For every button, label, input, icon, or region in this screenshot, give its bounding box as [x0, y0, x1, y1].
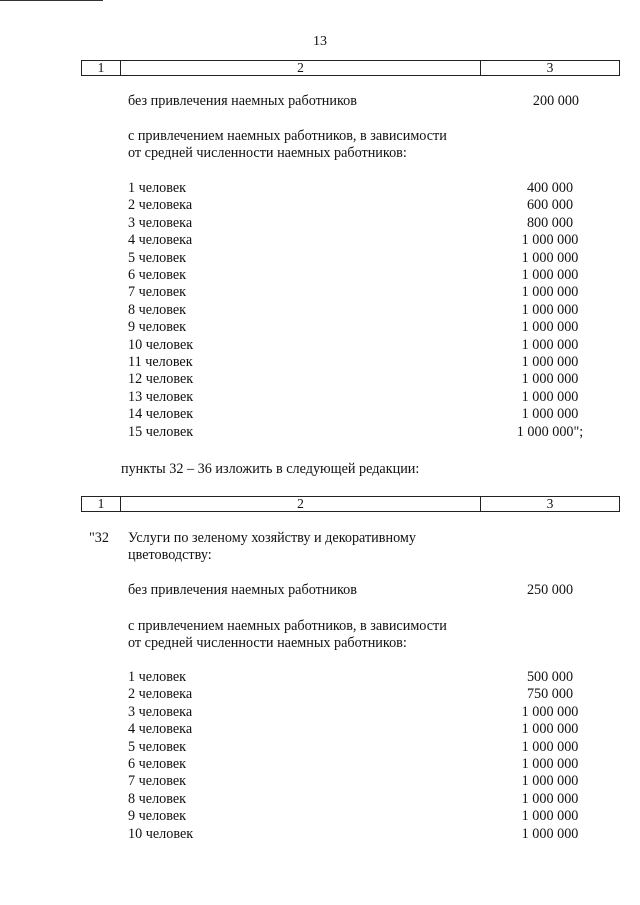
amount-value: 1 000 000 [521, 371, 579, 388]
staff-count-label: 3 человека [128, 214, 193, 231]
amount-value: 1 000 000 [521, 284, 579, 301]
staff-count-label: 12 человек [128, 371, 194, 388]
staff-count-label: 7 человек [128, 284, 187, 301]
item-title-line1: Услуги по зеленому хозяйству и декоративному [128, 530, 416, 546]
staff-count-label: 6 человек [128, 267, 187, 283]
amount-value: 1 000 000 [521, 354, 579, 370]
staff-count-label: 11 человек [128, 354, 193, 370]
amount-value: 1 000 000 [521, 267, 579, 283]
column-header-1: 1 [82, 497, 121, 511]
amount-value: 1 000 000 [521, 388, 579, 405]
amount-value: 1 000 000 [521, 825, 579, 842]
column-header-2: 2 [121, 497, 481, 511]
amount-value: 1 000 000 [521, 336, 579, 353]
page-number: 13 [313, 34, 327, 49]
amount-value: 500 000 [526, 669, 574, 685]
staff-count-label: 13 человек [128, 388, 194, 405]
amount-value: 400 000 [526, 180, 574, 196]
top-rule [0, 0, 103, 1]
staff-count-label: 4 человека [128, 232, 193, 249]
table-header-2 [81, 496, 620, 512]
staff-count-label: 6 человек [128, 756, 187, 772]
without-workers-value: 200 000 [532, 93, 579, 109]
instruction-text: пункты 32 – 36 изложить в следующей редакции: [121, 461, 420, 477]
amount-value: 1 000 000 [521, 249, 579, 266]
table-header-1 [81, 60, 620, 76]
amount-value: 1 000 000 [521, 319, 579, 336]
staff-count-label: 1 человек [128, 669, 187, 685]
column-header-2: 2 [121, 61, 481, 75]
amount-value: 1 000 000 [521, 301, 579, 318]
staff-count-label: 1 человек [128, 180, 187, 196]
without-workers-label: без привлечения наемных работников [128, 93, 357, 109]
staff-count-label: 10 человек [128, 336, 194, 353]
staff-count-label: 9 человек [128, 808, 187, 825]
staff-count-label: 15 человек [128, 423, 194, 440]
amount-value: 1 000 000 [521, 703, 579, 720]
staff-count-label: 5 человек [128, 249, 187, 266]
amount-value: 1 000 000 [521, 756, 579, 772]
with-workers-text-line1: с привлечением наемных работников, в зависимости [128, 128, 447, 144]
amount-value: 800 000 [526, 214, 574, 231]
staff-count-label: 4 человека [128, 721, 193, 738]
staff-count-label: 9 человек [128, 319, 187, 336]
amount-value: 750 000 [526, 686, 574, 703]
amount-value: 1 000 000 [521, 773, 579, 790]
column-header-1: 1 [82, 61, 121, 75]
staff-count-label: 8 человек [128, 790, 187, 807]
amount-value: 1 000 000 [521, 738, 579, 755]
with-workers-text-line2: от средней численности наемных работников: [128, 635, 407, 651]
amount-value: 600 000 [526, 197, 574, 214]
without-workers-label: без привлечения наемных работников [128, 582, 357, 598]
amount-value: 1 000 000 [521, 721, 579, 738]
staff-count-label: 14 человек [128, 406, 194, 423]
amount-value: 1 000 000 [521, 808, 579, 825]
amount-value: 1 000 000 [521, 406, 579, 423]
with-workers-text-line2: от средней численности наемных работников: [128, 145, 407, 161]
amount-value: 1 000 000 [521, 790, 579, 807]
item-title-line2: цветоводству: [128, 547, 212, 563]
staff-count-label: 10 человек [128, 825, 194, 842]
amount-value: 1 000 000 [521, 232, 579, 249]
staff-count-label: 2 человека [128, 197, 193, 214]
staff-count-label: 2 человека [128, 686, 193, 703]
column-header-3: 3 [546, 60, 554, 75]
staff-count-label: 8 человек [128, 301, 187, 318]
column-header-3: 3 [546, 496, 554, 511]
item-number: "32 [89, 530, 109, 546]
amount-value: 1 000 000"; [516, 423, 584, 440]
staff-count-label: 7 человек [128, 773, 187, 790]
staff-count-label: 5 человек [128, 738, 187, 755]
with-workers-text-line1: с привлечением наемных работников, в зависимости [128, 618, 447, 634]
without-workers-value: 250 000 [526, 582, 574, 598]
staff-count-label: 3 человека [128, 703, 193, 720]
